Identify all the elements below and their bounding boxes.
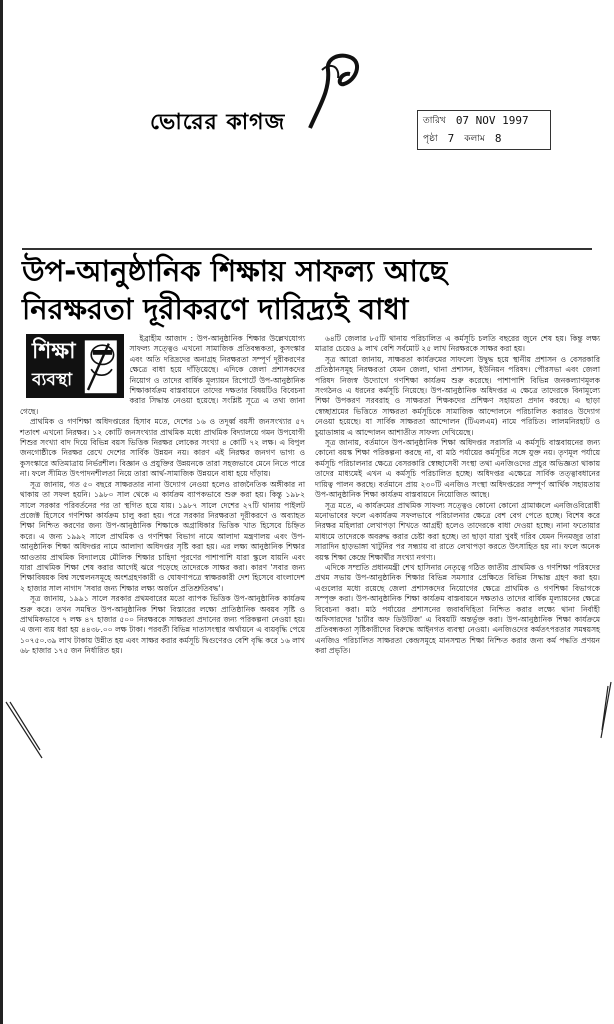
page-value: 7 [447, 132, 455, 145]
article-body [20, 334, 600, 657]
article-headline [22, 248, 592, 328]
newspaper-masthead: ভোরের কাগজ [150, 110, 286, 135]
section-label [32, 337, 76, 393]
paragraph: সূত্র মতে, এ কার্যক্রমের প্রাথমিক সাফল্য সত্ত্বেও কোনো কোনো গ্রামাঞ্চলে এনজিওবিরোধী মনোভাবের ফলে একার্যক্রম সফলভাবে পরিচালনার ক্ষেত্রে বেশ বেগ পেতে হচ্ছে। বিশেষ করে নিরক্ষর মহিলারা লেখাপড়া শিখতে আগ্রহী হলেও তাদেরকে বাধা দেওয়া হচ্ছে। নানা ফতোয়ার মাধ্যমে তাদেরকে অবরুদ্ধ করার চেষ্টা করা হচ্ছে। তা ছাড়া যারা খুবই গরিব যেমন দিনমজুর তারা সারাদিন হাড়ভাঙ্গা খাটুনির পর সন্ধ্যায় বা রাতে লেখাপড়া করতে উৎসাহিত হয় না। ফলে অনেক বয়স্ক শিক্ষা কেন্দ্রে শিক্ষার্থীর সংখ্যা নগণ্য। [315, 500, 600, 562]
paragraph: সূত্র জানায়, ১৯৯১ সালে সরকার প্রথমবারের মতো ব্যাপক ভিত্তিক উপ-আনুষ্ঠানিক কার্যক্রম শুরু করে। তখন সমন্বিত উপ-আনুষ্ঠানিক শিক্ষা বিস্তারের লক্ষ্যে প্রাতিষ্ঠানিক অবয়ব সৃষ্টি ও প্রাথমিকভাবে ৭ লক্ষ ৪৭ হাজার ৫০০ নিরক্ষরকে সাক্ষরতা প্রদানের জন্য পরিকল্পনা নেওয়া হয়। এ জন্য ব্যয় ধরা হয় ৪৪৩৮.০০ লক্ষ টাকা। পরবর্তী বিভিন্ন দাতাসংস্থার অর্থায়নে এ ব্যয়বৃদ্ধি পেয়ে ১০৭৫০.৩৯ লাখ টাকায় উন্নীত হয় এবং সাক্ষর করার কর্মসূচি দ্বিগুণেরও বেশি বৃদ্ধি করে ১৬ লাখ ৬৮ হাজার ১৭৫ জন নির্ধারিত হয়। [20, 594, 305, 656]
section-label-line-2: ব্যবস্থা [32, 370, 73, 390]
paragraph: ইব্রাহীম আজাদ : উপ-আনুষ্ঠানিক শিক্ষার উল্লেখযোগ্য সাফল্য সত্ত্বেও এখনো সামাজিক প্রতিবন্ধকতা, কুসংস্কার এবং অতি দরিদ্রদের অনাগ্রহ নিরক্ষরতা সম্পূর্ণ দূরীকরণের ক্ষেত্রে বাধা হয়ে দাঁড়িয়েছে। এদিকে জেলা প্রশাসকদের নিয়োগ ও তাদের বার্ষিক মূল্যায়ন রিপোর্টে উপ-আনুষ্ঠানিক শিক্ষাকার্যক্রম বাস্তবায়নে তাদের দক্ষতার বিষয়টিও বিবেচনা করার সিদ্ধান্ত নেওয়া হয়েছে। সংশ্লিষ্ট সূত্রে এ তথ্য জানা গেছে। [20, 334, 305, 416]
section-label-line-1: শিক্ষা [32, 339, 76, 364]
right-column [315, 334, 600, 657]
date-label: তারিখ [423, 116, 446, 126]
paragraph: সূত্র জানায়, গত ৫০ বছরে সাক্ষরতার নানা উদ্যোগ নেওয়া হলেও রাজনৈতিক অঙ্গীকার না থাকায় তা সফল হয়নি। ১৯৮০ সাল থেকে এ কার্যক্রম ব্যাপকভাবে শুরু করা হয়। কিন্তু ১৯৮২ সালে সরকার পরিবর্তনের পর তা স্থগিত হয়ে যায়। ১৯৮৭ সালে দেশের ২৭টি থানায় পাইলট প্রজেক্ট হিসেবে গণশিক্ষা কার্যক্রম চালু করা হয়। পরে সরকার নিরক্ষরতা দূরীকরণে ও অব্যাহত শিক্ষা নিশ্চিত করণের জন্য উপ-আনুষ্ঠানিক শিক্ষাকে অগ্রাধিকার ভিত্তিক খাত হিসেবে চিহ্নিত করে। এ জন্য ১৯৯২ সালে প্রাথমিক ও গণশিক্ষা বিভাগ নামে আলাদা মন্ত্রণালয় এবং উপ-আনুষ্ঠানিক শিক্ষা অধিদপ্তর নামে আলাদা অধিদপ্তর সৃষ্টি করা হয়। এর লক্ষ্য আনুষ্ঠানিক শিক্ষার আওতায় প্রাথমিক বিদ্যালয়ে মৌলিক শিক্ষার চাহিদা পূরণের পাশাপাশি যারা স্কুলে যায়নি এবং যারা প্রাথমিক শিক্ষা শেষ করার আগেই ঝরে পড়েছে তাদেরকে সাক্ষর করা। কারণ 'সবার জন্য শিক্ষাবিষয়ক বিশ্ব সম্মেলনসমূহে অংশগ্রহণকারী ও ঘোষণাপত্রে স্বাক্ষরকারী দেশ হিসেবে বাংলাদেশ ২ হাজার সাল নাগাদ 'সবার জন্য শিক্ষার লক্ষ্য অর্জনে প্রতিশ্রুতিবদ্ধ'। [20, 479, 305, 593]
paragraph: ৬৪টি জেলার ৮৫টি থানায় পরিচালিত এ কর্মসূচি চলতি বছরের জুনে শেষ হয়। কিন্তু লক্ষ্য মাত্রার চেয়েও ৯ লাখ বেশি সর্বমোট ২৫ লাখ নিরক্ষরকে সাক্ষর করা হয়। [315, 334, 600, 354]
headline-line-1: উপ-আনুষ্ঠানিক শিক্ষায় সাফল্য আছে [22, 254, 448, 288]
pencil-character-icon [80, 337, 120, 395]
column-label: কলাম [464, 134, 485, 144]
section-illustration [26, 334, 124, 398]
handwritten-signature [300, 50, 370, 130]
pen-strike-mark [4, 700, 44, 760]
paragraph: সূত্র আরো জানায়, সাক্ষরতা কার্যক্রমের সাফল্যে উদ্বুদ্ধ হয়ে স্থানীয় প্রশাসন ও বেসরকারি প্রতিষ্ঠানসমূহ নিরক্ষরতা যেমন জেলা, থানা প্রশাসন, ইউনিয়ন পরিষদ। পৌরসভা এবং জেলা পরিষদ নিজস্ব উদ্যোগে গণশিক্ষা কার্যক্রম শুরু করেছে। পাশাপাশি বিভিন্ন জনকল্যাণমূলক সংগঠনও এ ধরনের কর্মসূচি নিয়েছে। উপ-আনুষ্ঠানিক অধিদপ্তর এ ক্ষেত্রে তাদেরকে বিনামূল্যে শিক্ষা উপকরণ সরবরাহ ও সাক্ষরতা শিক্ষকদের প্রশিক্ষণ সহায়তা প্রদান করছে। এ ছাড়া স্বেচ্ছাশ্রমের ভিত্তিতে সাক্ষরতা কর্মসূচিকে সামাজিক আন্দোলনে পরিচালিত করারও উদ্যোগ নেওয়া হয়েছে। যা সার্বিক সাক্ষরতা আন্দোলন (টিএলএম) নামে পরিচিত। লালমনিরহাট ও চুয়াডাঙ্গায় এ আন্দোলন আশাতীত সাফল্য দেখিয়েছে। [315, 354, 600, 437]
left-column [20, 334, 305, 657]
headline-line-2: নিরক্ষরতা দূরীকরণে দারিদ্র্যই বাধা [22, 292, 409, 326]
column-value: 8 [494, 132, 502, 145]
page-label: পৃষ্ঠা [423, 134, 438, 144]
paragraph: এদিকে সম্প্রতি প্রধানমন্ত্রী শেখ হাসিনার নেতৃত্বে গঠিত জাতীয় প্রাথমিক ও গণশিক্ষা পরিষদের প্রথম সভায় উপ-আনুষ্ঠানিক শিক্ষার বিভিন্ন সমস্যার প্রেক্ষিতে বিভিন্ন সিদ্ধান্ত গ্রহণ করা হয়। এগুলোর মধ্যে রয়েছে জেলা প্রশাসকদের নিয়োগের ক্ষেত্রে প্রাথমিক ও গণশিক্ষা বিভাগকে সম্পৃক্ত করা। উপ-আনুষ্ঠানিক শিক্ষা কার্যক্রম বাস্তবায়নে দক্ষতাও তাদের বার্ষিক মূল্যায়নের ক্ষেত্রে বিবেচনা করা। মাঠ পর্যায়ের প্রশাসনের জবাবদিহিতা নিশ্চিত করার লক্ষ্যে থানা নির্বাহী অফিসারদের 'চার্টার অফ ডিউটিজ' এ বিষয়টি অন্তর্ভুক্ত করা। উপ-আনুষ্ঠানিক শিক্ষা কার্যক্রমে প্রতিবন্ধকতা সৃষ্টিকারীদের বিরুদ্ধে আইনগত ব্যবস্থা নেওয়া। এনজিওদের কর্মতৎপরতার সমন্বয়সহ এনজিও পরিচালিত সাক্ষরতা কেন্দ্রসমূহে মানসম্মত শিক্ষা নিশ্চিত করার জন্য কর্ম পদ্ধতি প্রণয়ন করা প্রভৃতি। [315, 562, 600, 656]
scan-edge [0, 0, 3, 1024]
date-value: 07 NOV 1997 [455, 114, 529, 127]
paragraph: প্রাথমিক ও গণশিক্ষা অধিদপ্তরের হিসাব মতে, দেশের ১৬ ও তদূর্ধ্ব বয়সী জনসংখ্যার ৫৭ শতাংশ এখনো নিরক্ষর। ১২ কোটি জনসংখ্যার প্রাথমিক মধ্যে প্রাথমিক বিদ্যালয়ে গমন উপযোগী শিশুর সংখ্যা বাদ দিয়ে বিভিন্ন বয়স ভিত্তিক নিরক্ষর লোকের সংখ্যা ৪ কোটি ৭২ লক্ষ। এ বিপুল জনগোষ্ঠীকে নিরক্ষর রেখে দেশের সার্বিক উন্নয়ন নয়। কারণ এই নিরক্ষর জনগণ ভাগ্য ও কুসংস্কারে অতিমাত্রায় নির্ভরশীল। বিজ্ঞান ও প্রযুক্তির উন্নয়নকে তারা সহজভাবে মেনে নিতে পারে না। ফলে সীমিত উৎপাদনশীলতা নিয়ে তারা আর্থ-সামাজিক উন্নয়নে বাধা হয়ে দাঁড়ায়। [20, 417, 305, 479]
paragraph: সূত্র জানায়, বর্তমানে উপ-আনুষ্ঠানিক শিক্ষা অধিদপ্তর সরাসরি এ কর্মসূচি বাস্তবায়নের জন্য কোনো বয়স্ক শিক্ষা পরিকল্পনা করছে না, বা মাঠ পর্যায়ের কর্মসূচির সঙ্গে যুক্ত নয়। তৃণমূল পর্যায়ে কর্মসূচি পরিচালনার ক্ষেত্রে বেসরকারি স্বেচ্ছাসেবী সংস্থা তথা এনজিওদের প্রচুর অভিজ্ঞতা থাকায় তাদের মাধ্যমেই এখন এ কর্মসূচি পরিচালিত হচ্ছে। অধিদপ্তর এক্ষেত্রে সার্বিক তত্ত্বাবধানের দায়িত্ব পালন করছে। বর্তমানে প্রায় ২৩০টি এনজিও সংস্থা অধিদপ্তরের সম্পূর্ণ আর্থিক সহায়তায় উপ-আনুষ্ঠানিক শিক্ষা কার্যক্রম বাস্তবায়নে নিয়োজিত আছে। [315, 438, 600, 500]
clipping-stamp [417, 110, 551, 150]
pen-strike-mark [600, 680, 612, 740]
